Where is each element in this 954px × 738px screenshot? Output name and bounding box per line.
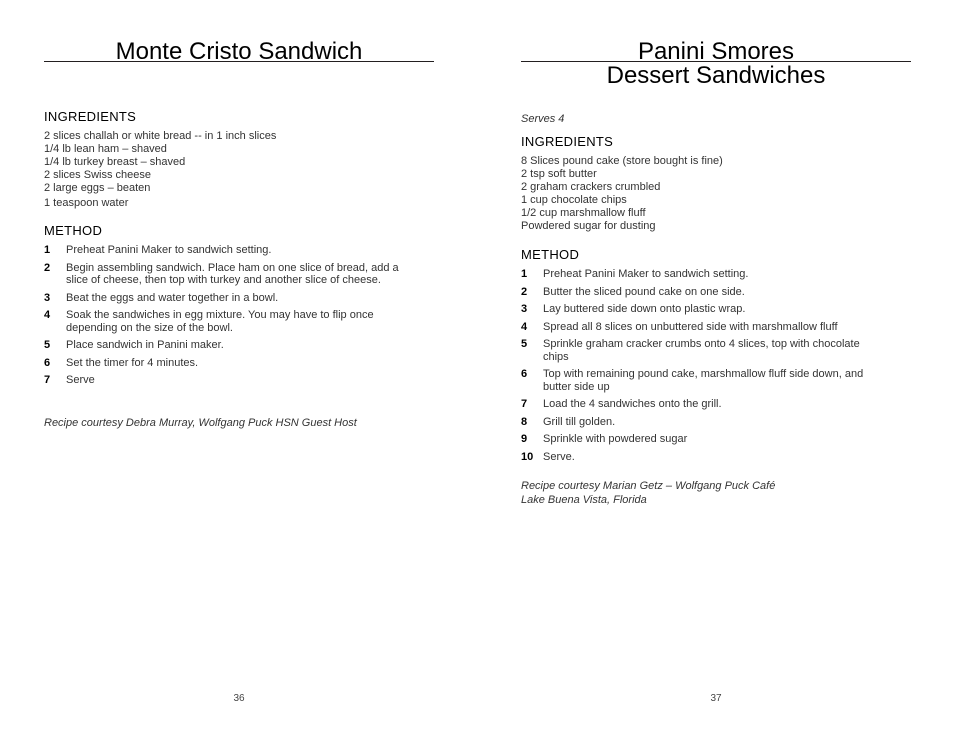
right-title-line: Dessert Sandwiches (606, 62, 826, 89)
step-text: Sprinkle with powdered sugar (543, 433, 688, 445)
step-number: 5 (44, 339, 51, 351)
step-number: 10 (521, 450, 534, 463)
left-ingredients-heading: INGREDIENTS (44, 109, 137, 124)
right-step-item (521, 268, 881, 281)
right-step-item (521, 338, 881, 363)
step-number: 3 (44, 291, 51, 304)
right-step-item (521, 321, 881, 334)
step-number: 2 (44, 261, 51, 274)
left-method-heading: METHOD (44, 223, 103, 238)
right-step-item (521, 398, 881, 411)
step-number: 7 (44, 374, 51, 386)
right-method-section (521, 247, 881, 468)
right-ingredient-item: 1/2 cup marshmallow fluff (521, 207, 646, 219)
step-number: 1 (44, 244, 51, 256)
right-ingredients-heading: INGREDIENTS (521, 134, 614, 149)
right-ingredient-item: 8 Slices pound cake (store bought is fine) (521, 155, 723, 167)
step-text: Load the 4 sandwiches onto the grill. (543, 398, 722, 410)
step-text: Butter the sliced pound cake on one side. (543, 285, 745, 298)
left-ingredients-section (44, 109, 434, 210)
right-recipe-courtesy (521, 479, 911, 507)
right-step-item (521, 368, 881, 393)
right-ingredient-item: Powdered sugar for dusting (521, 220, 656, 232)
right-ingredient-item: 2 tsp soft butter (521, 168, 597, 180)
step-text: Spread all 8 slices on unbuttered side with marshmallow fluff (543, 320, 838, 333)
step-number: 1 (521, 268, 528, 280)
left-page (44, 0, 434, 738)
left-recipe-courtesy: Recipe courtesy Debra Murray, Wolfgang Puck HSN Guest Host (44, 417, 357, 429)
right-step-item (521, 303, 881, 316)
right-step-item (521, 416, 881, 429)
step-number: 2 (521, 285, 528, 298)
step-number: 3 (521, 303, 528, 315)
left-ingredient-item: 2 slices Swiss cheese (44, 169, 151, 181)
left-step-item (44, 339, 404, 352)
right-method-heading: METHOD (521, 247, 580, 262)
left-ingredient-item: 1/4 lb turkey breast – shaved (44, 156, 186, 168)
right-page-number: 37 (710, 693, 722, 704)
left-title-block (44, 0, 434, 64)
step-text: Set the timer for 4 minutes. (66, 356, 199, 369)
left-steps-list (44, 244, 404, 387)
left-ingredients-list (44, 130, 434, 210)
courtesy-line: Recipe courtesy Marian Getz – Wolfgang Puck Café (521, 480, 776, 492)
step-text: Sprinkle graham cracker crumbs onto 4 slices, top with chocolate chips (543, 338, 860, 363)
step-number: 6 (44, 356, 51, 369)
right-step-item (521, 433, 881, 446)
step-number: 8 (521, 415, 528, 428)
left-page-number: 36 (233, 693, 245, 704)
left-ingredient-item: 1/4 lb lean ham – shaved (44, 143, 167, 155)
step-text: Preheat Panini Maker to sandwich setting. (66, 244, 272, 256)
left-step-item (44, 374, 404, 387)
step-text: Place sandwich in Panini maker. (66, 339, 224, 351)
left-ingredient-item: 2 slices challah or white bread -- in 1 inch slices (44, 130, 277, 142)
step-number: 6 (521, 368, 528, 380)
right-ingredients-list (521, 155, 911, 233)
left-ingredient-item: 1 teaspoon water (44, 197, 129, 209)
step-text: Begin assembling sandwich. Place ham on one slice of bread, add a slice of cheese, then top with turkey and another slice of cheese. (66, 261, 399, 286)
step-number: 9 (521, 433, 528, 445)
step-number: 4 (44, 309, 51, 321)
step-number: 4 (521, 320, 528, 333)
left-step-item (44, 357, 404, 370)
left-ingredient-item: 2 large eggs – beaten (44, 182, 151, 194)
left-method-section (44, 223, 404, 392)
step-number: 7 (521, 398, 528, 410)
step-text: Serve (66, 374, 95, 386)
left-step-item (44, 309, 404, 334)
left-step-item (44, 292, 404, 305)
right-page (521, 0, 911, 738)
step-number: 5 (521, 338, 528, 350)
right-step-item (521, 451, 881, 464)
right-step-item (521, 286, 881, 299)
left-recipe-title: Monte Cristo Sandwich (115, 38, 363, 65)
right-serves: Serves 4 (521, 113, 565, 125)
right-ingredient-item: 2 graham crackers crumbled (521, 181, 661, 193)
left-step-item (44, 244, 404, 257)
right-ingredients-section (521, 134, 911, 233)
right-title-block (521, 0, 911, 88)
step-text: Beat the eggs and water together in a bowl. (66, 291, 279, 304)
right-steps-list (521, 268, 881, 463)
step-text: Soak the sandwiches in egg mixture. You may have to flip once depending on the size of the bowl. (66, 309, 374, 334)
step-text: Serve. (543, 450, 575, 463)
left-step-item (44, 262, 404, 287)
right-recipe-title (521, 0, 911, 88)
right-title-line: Panini Smores (637, 38, 795, 65)
step-text: Top with remaining pound cake, marshmallow fluff side down, and butter side up (543, 368, 864, 393)
courtesy-line: Lake Buena Vista, Florida (521, 494, 647, 506)
step-text: Lay buttered side down onto plastic wrap. (543, 303, 746, 315)
right-ingredient-item: 1 cup chocolate chips (521, 194, 627, 206)
step-text: Grill till golden. (543, 415, 616, 428)
step-text: Preheat Panini Maker to sandwich setting. (543, 268, 749, 280)
